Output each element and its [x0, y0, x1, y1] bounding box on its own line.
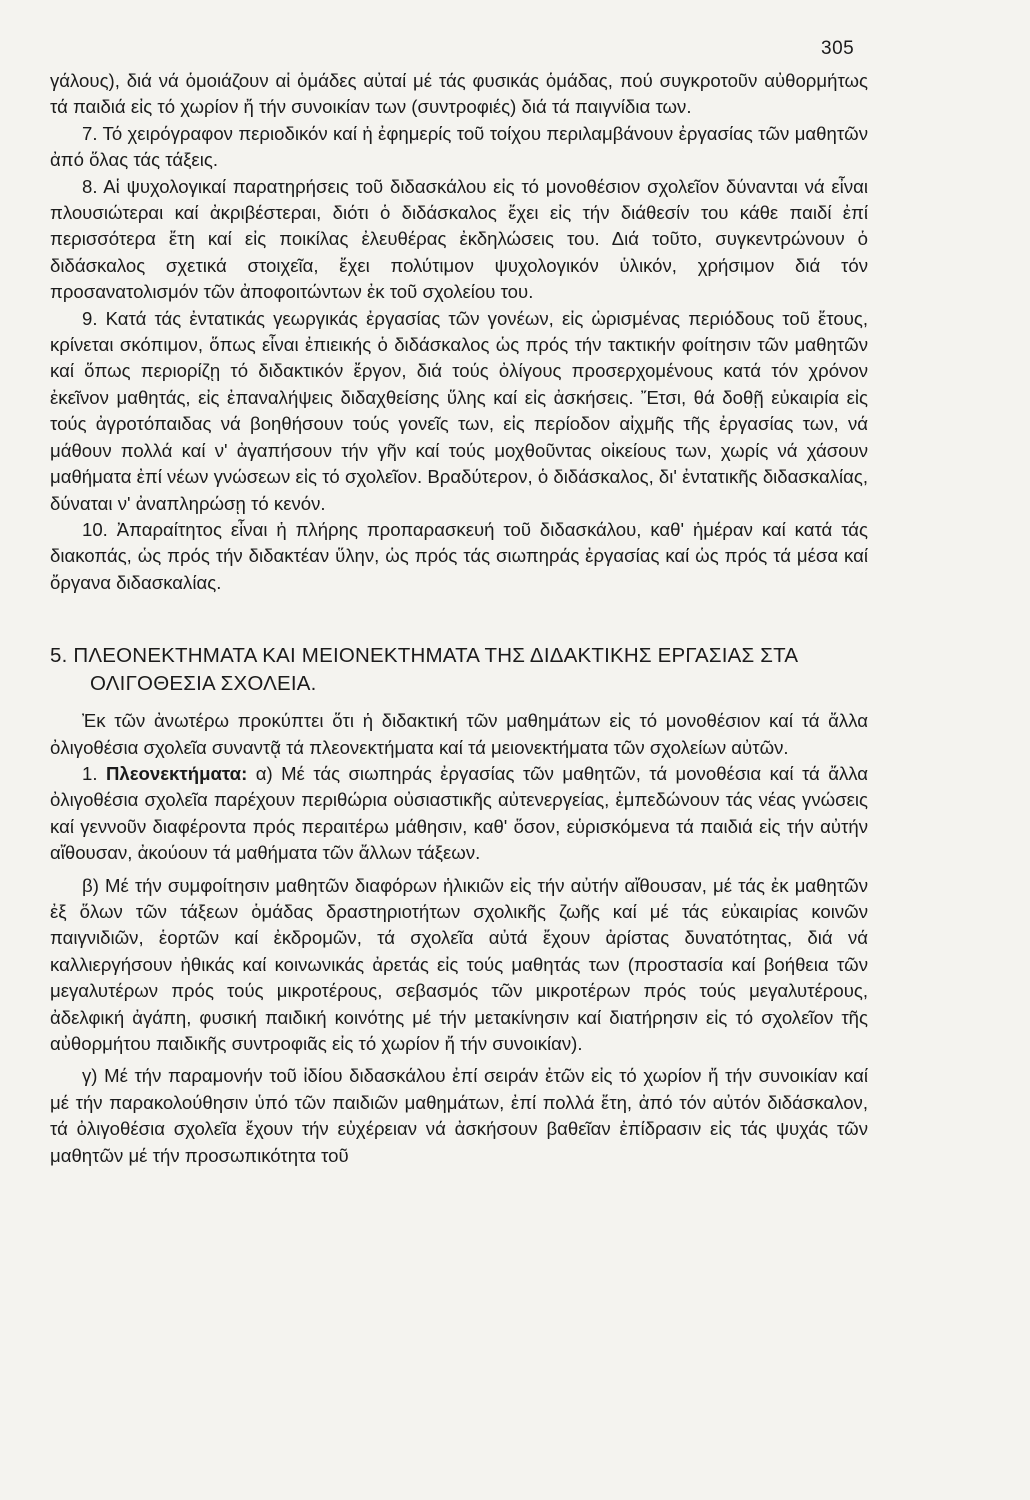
- advantage-b: β) Μέ τήν συμφοίτησιν μαθητῶν διαφόρων ἡλικιῶν εἰς τήν αὐτήν αἴθουσαν, μέ τάς ἐκ μαθητῶν ἐξ ὅλων τῶν τάξεων ὁμάδας δραστηριοτήτων σχολικῆς ζωῆς καί μέ τάς εὐκαιρίας κοινῶν παιγνιδιῶν, ἑορτῶν καί ἐκδρομῶν, τά σχολεῖα αὐτά ἔχουν ἀρίστας δυνατότητας, διά νά καλλιεργήσουν ἠθικάς καί κοινωνικάς ἀρετάς εἰς τούς μαθητάς των (προστασία καί βοήθεια τῶν μεγαλυτέρων πρός τούς μικροτέρους, σεβασμός τῶν μικροτέρων πρός τούς μεγαλυτέρους, ἀδελφική ἀγάπη, φυσική παιδική κοινότης μέ τήν μετακίνησιν καί διατήρησιν εἰς τό σχολεῖον τῆς αὐθορμήτου παιδικῆς συντροφιᾶς εἰς τό χωρίον ἤ τήν συνοικίαν).: [50, 874, 868, 1054]
- page-body: [50, 68, 868, 1169]
- section-intro: Ἐκ τῶν ἀνωτέρω προκύπτει ὅτι ἡ διδακτική τῶν μαθημάτων εἰς τό μονοθέσιον καί τά ἄλλα ὀλιγοθέσια σχολεῖα συναντᾷ τά πλεονεκτήματα καί τά μειονεκτήματα τῶν σχολείων αὐτῶν.: [50, 710, 868, 758]
- paragraph-8: 8. Αἱ ψυχολογικαί παρατηρήσεις τοῦ διδασκάλου εἰς τό μονοθέσιον σχολεῖον δύνανται νά εἶναι πλουσιώτεραι καί ἀκριβέστεραι, διότι ὁ διδάσκαλος ἔχει εἰς τήν διάθεσίν του κάθε παιδί ἐπί περισσότερα ἔτη καί εἰς ποικίλας ἐλευθέρας ἐκδηλώσεις του. Διά τοῦτο, συγκεντρώνουν ὁ διδάσκαλος σχετικά στοιχεῖα, ἔχει πολύτιμον ψυχολογικόν ὑλικόν, χρήσιμον διά τόν προσανατολισμόν τῶν ἀποφοιτώντων ἐκ τοῦ σχολείου του.: [50, 175, 868, 303]
- paragraph-7: 7. Τό χειρόγραφον περιοδικόν καί ἡ ἐφημερίς τοῦ τοίχου περιλαμβάνουν ἐργασίας τῶν μαθητῶν ἀπό ὅλας τάς τάξεις.: [50, 122, 868, 171]
- paragraph-10: 10. Ἀπαραίτητος εἶναι ἡ πλήρης προπαρασκευή τοῦ διδασκάλου, καθ' ἡμέραν καί κατά τάς διακοπάς, ὡς πρός τήν διδακτέαν ὕλην, ὡς πρός τάς σιωπηράς ἐργασίας καί ὡς πρός τά μέσα καί ὄργανα διδασκαλίας.: [50, 518, 868, 593]
- paragraph-continuation: γάλους), διά νά ὁμοιάζουν αἱ ὁμάδες αὐταί μέ τάς φυσικάς ὁμάδας, πού συγκροτοῦν αὐθορμήτως τά παιδιά εἰς τό χωρίον ἤ τήν συνοικίαν των (συντροφιές) διά τά παιγνίδια των.: [50, 70, 868, 118]
- page-number: 305: [821, 38, 855, 59]
- advantage-a: [50, 761, 868, 867]
- paragraph-9: 9. Κατά τάς ἐντατικάς γεωργικάς ἐργασίας τῶν γονέων, εἰς ὡρισμένας περιόδους τοῦ ἔτους, κρίνεται σκόπιμον, ὅπως εἶναι ἐπιεικής ὁ διδάσκαλος ὡς πρός τήν τακτικήν φοίτησιν τῶν μαθητῶν καί ὅπως περιορίζῃ τό διδακτικόν ἔργον, διά τούς ὀλίγους προσερχομένους κατά τόν χρόνον ἐκεῖνον μαθητάς, εἰς ἐπαναλήψεις διδαχθείσης ὕλης καί εἰς ἀσκήσεις. Ἔτσι, θά δοθῇ εὐκαιρία εἰς τούς ἀγροτόπαιδας νά βοηθήσουν τούς γονεῖς των, εἰς περίοδον αἰχμῆς τῆς ἐργασίας των, νά μάθουν πολλά καί ν' ἀγαπήσουν τήν γῆν καί τούς μοχθοῦντας οἰκείους των, χωρίς νά χάσουν μαθήματα ἐπί νέων γνώσεων εἰς τό σχολεῖον. Βραδύτερον, ὁ διδάσκαλος, δι' ἐντατικῆς διδασκαλίας, δύναται ν' ἀναπληρώσῃ τό κενόν.: [50, 307, 868, 514]
- section-heading: 5. ΠΛΕΟΝΕΚΤΗΜΑΤΑ ΚΑΙ ΜΕΙΟΝΕΚΤΗΜΑΤΑ ΤΗΣ ΔΙΔΑΚΤΙΚΗΣ ΕΡΓΑΣΙΑΣ ΣΤΑ ΟΛΙΓΟΘΕΣΙΑ ΣΧΟΛΕΙΑ.: [50, 644, 798, 696]
- advantage-a-text: α) Μέ τάς σιωπηράς ἐργασίας τῶν μαθητῶν, τά μονοθέσια καί τά ἄλλα ὀλιγοθέσια σχολεῖα παρέχουν περιθώρια οὐσιαστικῆς αὐτενεργείας, ἐμπεδώνουν τάς νέας γνώσεις καί γεννοῦν διαφέροντα πρός περαιτέρω μάθησιν, καθ' ὅσον, εὑρισκόμενα τά παιδιά εἰς τήν αὐτήν αἴθουσαν, ἀκούουν τά μαθήματα τῶν ἄλλων τάξεων.: [50, 762, 869, 864]
- advantage-number: 1.: [82, 762, 98, 784]
- advantage-c: γ) Μέ τήν παραμονήν τοῦ ἰδίου διδασκάλου ἐπί σειράν ἐτῶν εἰς τό χωρίον ἤ τήν συνοικίαν καί μέ τήν παρακολούθησιν ὑπό τῶν παιδιῶν μαθημάτων, ἐπί πολλά ἔτη, ἀπό τόν αὐτόν διδάσκαλον, τά ὀλιγοθέσια σχολεῖα ἔχουν τήν εὐχέρειαν νά ἀσκήσουν βαθεῖαν ἐπίδρασιν εἰς τάς ψυχάς τῶν μαθητῶν μέ τήν προσωπικότητα τοῦ: [50, 1065, 868, 1166]
- advantages-label: Πλεονεκτήματα:: [105, 762, 248, 784]
